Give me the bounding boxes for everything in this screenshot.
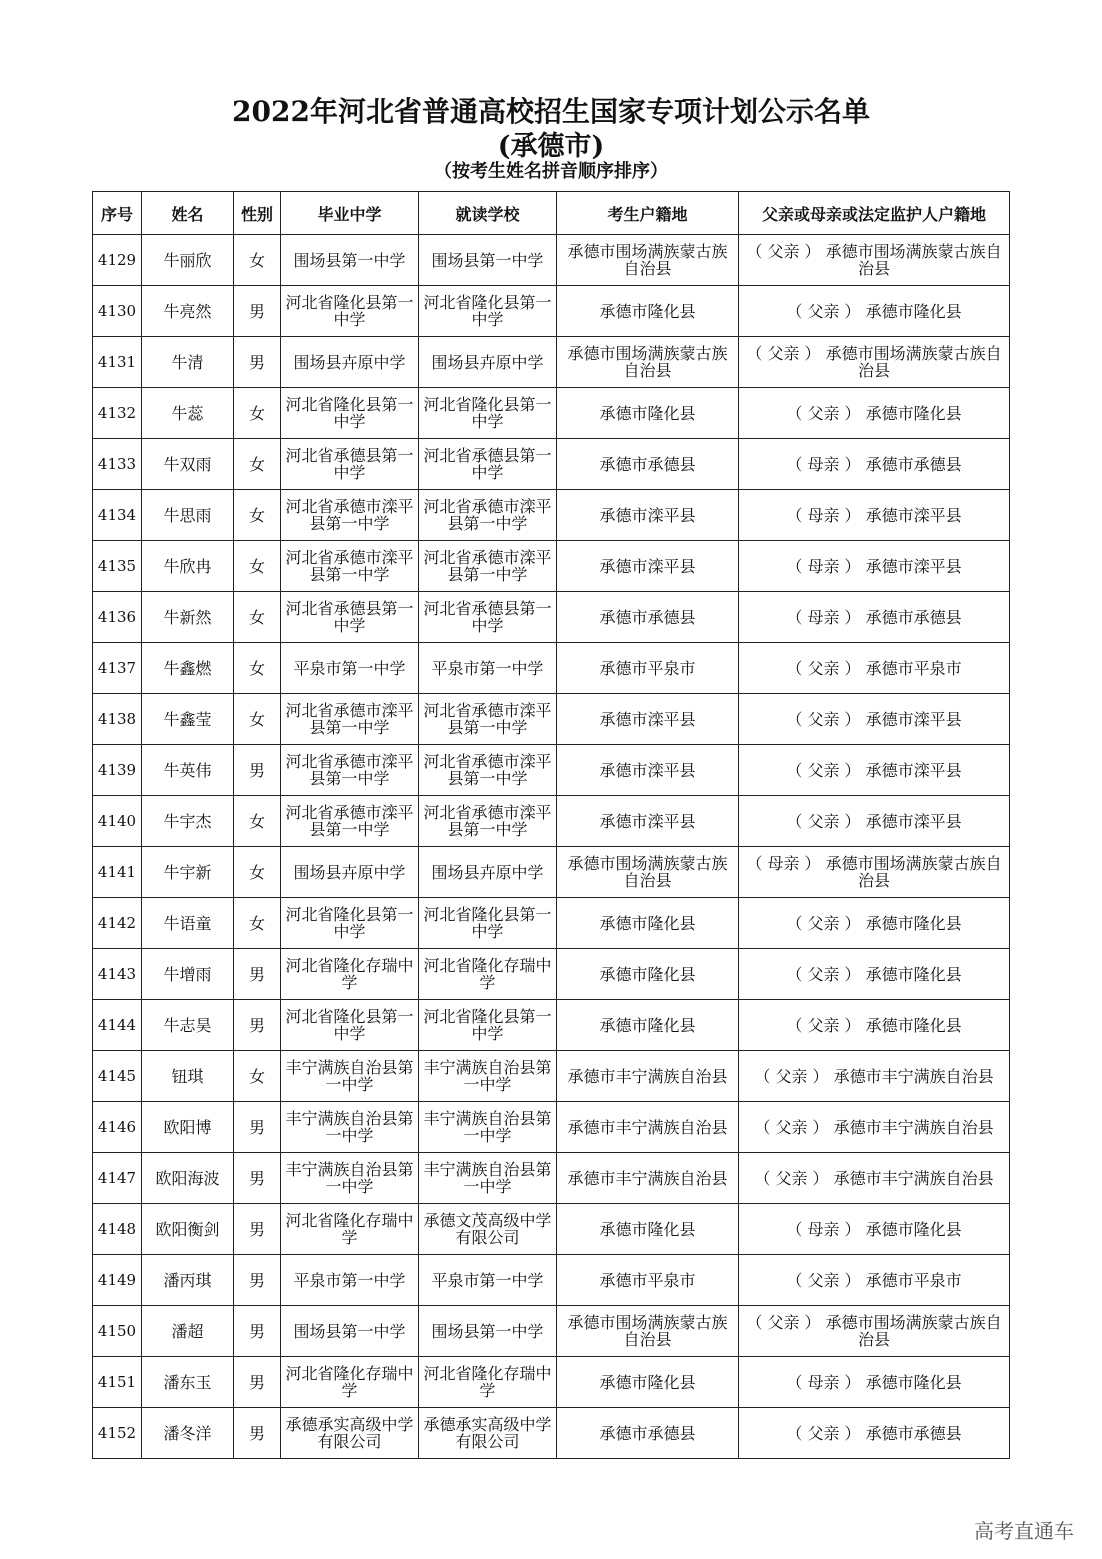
cell-current-school: 丰宁满族自治县第一中学 [419,1051,557,1102]
cell-guardian-hukou: （ 母亲 ） 承德市隆化县 [739,1357,1010,1408]
cell-graduated-school: 围场县卉原中学 [281,847,419,898]
table-row [93,1306,1010,1357]
cell-guardian-hukou: （ 父亲 ） 承德市平泉市 [739,1255,1010,1306]
cell-guardian-hukou: （ 父亲 ） 承德市滦平县 [739,745,1010,796]
cell-hukou: 承德市滦平县 [557,541,739,592]
cell-guardian-hukou: （ 父亲 ） 承德市隆化县 [739,388,1010,439]
column-header-gender: 性别 [234,192,281,235]
cell-graduated-school: 河北省隆化存瑞中学 [281,1204,419,1255]
cell-hukou: 承德市丰宁满族自治县 [557,1051,739,1102]
cell-gender: 男 [234,1306,281,1357]
cell-graduated-school: 河北省承德市滦平县第一中学 [281,796,419,847]
cell-current-school: 河北省隆化县第一中学 [419,388,557,439]
cell-hukou: 承德市滦平县 [557,694,739,745]
cell-hukou: 承德市承德县 [557,439,739,490]
table-row [93,286,1010,337]
cell-name: 牛英伟 [142,745,234,796]
cell-hukou: 承德市隆化县 [557,898,739,949]
cell-gender: 男 [234,1000,281,1051]
cell-gender: 男 [234,745,281,796]
cell-hukou: 承德市丰宁满族自治县 [557,1153,739,1204]
page-subtitle: (承德市) [497,131,605,162]
cell-hukou: 承德市围场满族蒙古族自治县 [557,847,739,898]
cell-no: 4132 [93,388,142,439]
cell-no: 4143 [93,949,142,1000]
cell-gender: 男 [234,1408,281,1459]
column-header-no: 序号 [93,192,142,235]
cell-no: 4142 [93,898,142,949]
cell-current-school: 河北省隆化县第一中学 [419,286,557,337]
table-row [93,898,1010,949]
cell-hukou: 承德市隆化县 [557,949,739,1000]
cell-current-school: 承德文茂高级中学有限公司 [419,1204,557,1255]
cell-no: 4145 [93,1051,142,1102]
table-row [93,796,1010,847]
cell-no: 4131 [93,337,142,388]
cell-graduated-school: 河北省隆化存瑞中学 [281,1357,419,1408]
cell-gender: 男 [234,949,281,1000]
cell-current-school: 河北省承德市滦平县第一中学 [419,694,557,745]
cell-current-school: 河北省隆化县第一中学 [419,898,557,949]
cell-current-school: 围场县卉原中学 [419,847,557,898]
cell-current-school: 丰宁满族自治县第一中学 [419,1153,557,1204]
cell-guardian-hukou: （ 父亲 ） 承德市承德县 [739,1408,1010,1459]
cell-guardian-hukou: （ 父亲 ） 承德市隆化县 [739,1000,1010,1051]
cell-gender: 女 [234,694,281,745]
cell-current-school: 承德承实高级中学有限公司 [419,1408,557,1459]
cell-no: 4152 [93,1408,142,1459]
cell-hukou: 承德市平泉市 [557,1255,739,1306]
cell-graduated-school: 河北省隆化县第一中学 [281,286,419,337]
table-row [93,694,1010,745]
cell-name: 欧阳博 [142,1102,234,1153]
cell-name: 牛蕊 [142,388,234,439]
cell-hukou: 承德市隆化县 [557,1000,739,1051]
table-row [93,235,1010,286]
cell-no: 4148 [93,1204,142,1255]
cell-current-school: 河北省承德市滦平县第一中学 [419,745,557,796]
cell-name: 牛宇杰 [142,796,234,847]
column-header-name: 姓名 [142,192,234,235]
cell-name: 欧阳海波 [142,1153,234,1204]
cell-graduated-school: 河北省承德市滦平县第一中学 [281,490,419,541]
cell-current-school: 围场县卉原中学 [419,337,557,388]
cell-gender: 女 [234,643,281,694]
cell-current-school: 河北省隆化存瑞中学 [419,949,557,1000]
table-row [93,745,1010,796]
cell-name: 潘丙琪 [142,1255,234,1306]
table-row [93,1000,1010,1051]
watermark-text: 高考直通车 [974,1519,1074,1543]
cell-no: 4134 [93,490,142,541]
cell-graduated-school: 承德承实高级中学有限公司 [281,1408,419,1459]
cell-gender: 男 [234,1255,281,1306]
cell-gender: 女 [234,541,281,592]
cell-no: 4135 [93,541,142,592]
column-header-hukou: 考生户籍地 [557,192,739,235]
table-row [93,388,1010,439]
column-header-graduated-school: 毕业中学 [281,192,419,235]
cell-hukou: 承德市滦平县 [557,745,739,796]
table-row [93,1102,1010,1153]
cell-name: 牛欣冉 [142,541,234,592]
cell-guardian-hukou: （ 母亲 ） 承德市滦平县 [739,541,1010,592]
cell-guardian-hukou: （ 母亲 ） 承德市承德县 [739,439,1010,490]
table-row [93,541,1010,592]
cell-no: 4136 [93,592,142,643]
cell-no: 4151 [93,1357,142,1408]
cell-current-school: 河北省承德县第一中学 [419,592,557,643]
cell-guardian-hukou: （ 父亲 ） 承德市平泉市 [739,643,1010,694]
cell-gender: 女 [234,592,281,643]
cell-graduated-school: 丰宁满族自治县第一中学 [281,1051,419,1102]
sort-note: （按考生姓名拼音顺序排序） [434,161,668,182]
cell-guardian-hukou: （ 母亲 ） 承德市滦平县 [739,490,1010,541]
cell-name: 牛语童 [142,898,234,949]
cell-graduated-school: 河北省承德县第一中学 [281,439,419,490]
cell-guardian-hukou: （ 父亲 ） 承德市隆化县 [739,286,1010,337]
cell-no: 4147 [93,1153,142,1204]
cell-graduated-school: 平泉市第一中学 [281,1255,419,1306]
table-row [93,949,1010,1000]
cell-name: 牛鑫燃 [142,643,234,694]
cell-graduated-school: 围场县第一中学 [281,235,419,286]
cell-no: 4129 [93,235,142,286]
cell-graduated-school: 河北省承德市滦平县第一中学 [281,745,419,796]
cell-no: 4137 [93,643,142,694]
cell-no: 4150 [93,1306,142,1357]
cell-name: 牛亮然 [142,286,234,337]
cell-hukou: 承德市围场满族蒙古族自治县 [557,337,739,388]
cell-gender: 男 [234,1204,281,1255]
table-row [93,847,1010,898]
cell-name: 牛增雨 [142,949,234,1000]
table-row [93,643,1010,694]
cell-no: 4133 [93,439,142,490]
cell-guardian-hukou: （ 父亲 ） 承德市隆化县 [739,898,1010,949]
cell-guardian-hukou: （ 父亲 ） 承德市围场满族蒙古族自治县 [739,337,1010,388]
cell-gender: 男 [234,1153,281,1204]
cell-name: 欧阳衡剑 [142,1204,234,1255]
cell-graduated-school: 围场县卉原中学 [281,337,419,388]
table-row [93,1255,1010,1306]
cell-guardian-hukou: （ 母亲 ） 承德市围场满族蒙古族自治县 [739,847,1010,898]
cell-no: 4146 [93,1102,142,1153]
cell-guardian-hukou: （ 母亲 ） 承德市承德县 [739,592,1010,643]
table-row [93,592,1010,643]
cell-gender: 男 [234,286,281,337]
cell-gender: 女 [234,388,281,439]
cell-name: 牛志昊 [142,1000,234,1051]
cell-graduated-school: 河北省隆化县第一中学 [281,388,419,439]
cell-current-school: 围场县第一中学 [419,1306,557,1357]
cell-guardian-hukou: （ 父亲 ） 承德市滦平县 [739,694,1010,745]
table-row [93,1408,1010,1459]
cell-gender: 男 [234,1357,281,1408]
cell-gender: 女 [234,1051,281,1102]
cell-no: 4144 [93,1000,142,1051]
table-row [93,490,1010,541]
cell-current-school: 平泉市第一中学 [419,1255,557,1306]
cell-guardian-hukou: （ 父亲 ） 承德市丰宁满族自治县 [739,1102,1010,1153]
cell-guardian-hukou: （ 父亲 ） 承德市丰宁满族自治县 [739,1051,1010,1102]
cell-graduated-school: 河北省隆化县第一中学 [281,1000,419,1051]
cell-no: 4138 [93,694,142,745]
cell-guardian-hukou: （ 父亲 ） 承德市围场满族蒙古族自治县 [739,235,1010,286]
table-row [93,1153,1010,1204]
cell-gender: 女 [234,235,281,286]
table-header-row [93,192,1010,235]
cell-current-school: 丰宁满族自治县第一中学 [419,1102,557,1153]
cell-name: 牛新然 [142,592,234,643]
cell-current-school: 平泉市第一中学 [419,643,557,694]
cell-current-school: 河北省承德市滦平县第一中学 [419,490,557,541]
cell-hukou: 承德市滦平县 [557,490,739,541]
cell-hukou: 承德市围场满族蒙古族自治县 [557,235,739,286]
cell-hukou: 承德市隆化县 [557,1204,739,1255]
cell-no: 4130 [93,286,142,337]
column-header-current-school: 就读学校 [419,192,557,235]
cell-name: 牛宇新 [142,847,234,898]
cell-graduated-school: 河北省承德市滦平县第一中学 [281,694,419,745]
cell-name: 牛鑫莹 [142,694,234,745]
cell-hukou: 承德市平泉市 [557,643,739,694]
cell-gender: 女 [234,439,281,490]
cell-graduated-school: 河北省承德县第一中学 [281,592,419,643]
cell-graduated-school: 丰宁满族自治县第一中学 [281,1153,419,1204]
cell-graduated-school: 河北省隆化县第一中学 [281,898,419,949]
cell-guardian-hukou: （ 父亲 ） 承德市围场满族蒙古族自治县 [739,1306,1010,1357]
cell-gender: 男 [234,1102,281,1153]
table-row [93,337,1010,388]
cell-name: 牛思雨 [142,490,234,541]
page-title: 2022年河北省普通高校招生国家专项计划公示名单 [232,95,870,128]
cell-name: 钮琪 [142,1051,234,1102]
applicant-table [92,191,1010,1459]
cell-hukou: 承德市隆化县 [557,286,739,337]
cell-current-school: 河北省承德县第一中学 [419,439,557,490]
cell-guardian-hukou: （ 母亲 ） 承德市隆化县 [739,1204,1010,1255]
cell-hukou: 承德市承德县 [557,1408,739,1459]
cell-guardian-hukou: （ 父亲 ） 承德市隆化县 [739,949,1010,1000]
table-row [93,1204,1010,1255]
cell-gender: 女 [234,490,281,541]
table-row [93,1051,1010,1102]
table-row [93,1357,1010,1408]
cell-current-school: 围场县第一中学 [419,235,557,286]
cell-gender: 女 [234,847,281,898]
cell-current-school: 河北省隆化县第一中学 [419,1000,557,1051]
cell-no: 4141 [93,847,142,898]
cell-hukou: 承德市隆化县 [557,388,739,439]
cell-name: 牛丽欣 [142,235,234,286]
cell-guardian-hukou: （ 父亲 ） 承德市丰宁满族自治县 [739,1153,1010,1204]
table-row [93,439,1010,490]
cell-hukou: 承德市承德县 [557,592,739,643]
cell-name: 潘东玉 [142,1357,234,1408]
cell-hukou: 承德市隆化县 [557,1357,739,1408]
cell-no: 4149 [93,1255,142,1306]
cell-hukou: 承德市围场满族蒙古族自治县 [557,1306,739,1357]
cell-gender: 女 [234,796,281,847]
cell-name: 潘冬洋 [142,1408,234,1459]
cell-name: 牛双雨 [142,439,234,490]
cell-graduated-school: 河北省隆化存瑞中学 [281,949,419,1000]
cell-hukou: 承德市丰宁满族自治县 [557,1102,739,1153]
cell-name: 牛清 [142,337,234,388]
cell-no: 4140 [93,796,142,847]
cell-current-school: 河北省隆化存瑞中学 [419,1357,557,1408]
cell-graduated-school: 河北省承德市滦平县第一中学 [281,541,419,592]
column-header-guardian-hukou: 父亲或母亲或法定监护人户籍地 [739,192,1010,235]
cell-hukou: 承德市滦平县 [557,796,739,847]
cell-gender: 女 [234,898,281,949]
cell-current-school: 河北省承德市滦平县第一中学 [419,541,557,592]
cell-graduated-school: 平泉市第一中学 [281,643,419,694]
cell-guardian-hukou: （ 父亲 ） 承德市滦平县 [739,796,1010,847]
cell-graduated-school: 丰宁满族自治县第一中学 [281,1102,419,1153]
cell-no: 4139 [93,745,142,796]
cell-graduated-school: 围场县第一中学 [281,1306,419,1357]
cell-current-school: 河北省承德市滦平县第一中学 [419,796,557,847]
cell-gender: 男 [234,337,281,388]
cell-name: 潘超 [142,1306,234,1357]
